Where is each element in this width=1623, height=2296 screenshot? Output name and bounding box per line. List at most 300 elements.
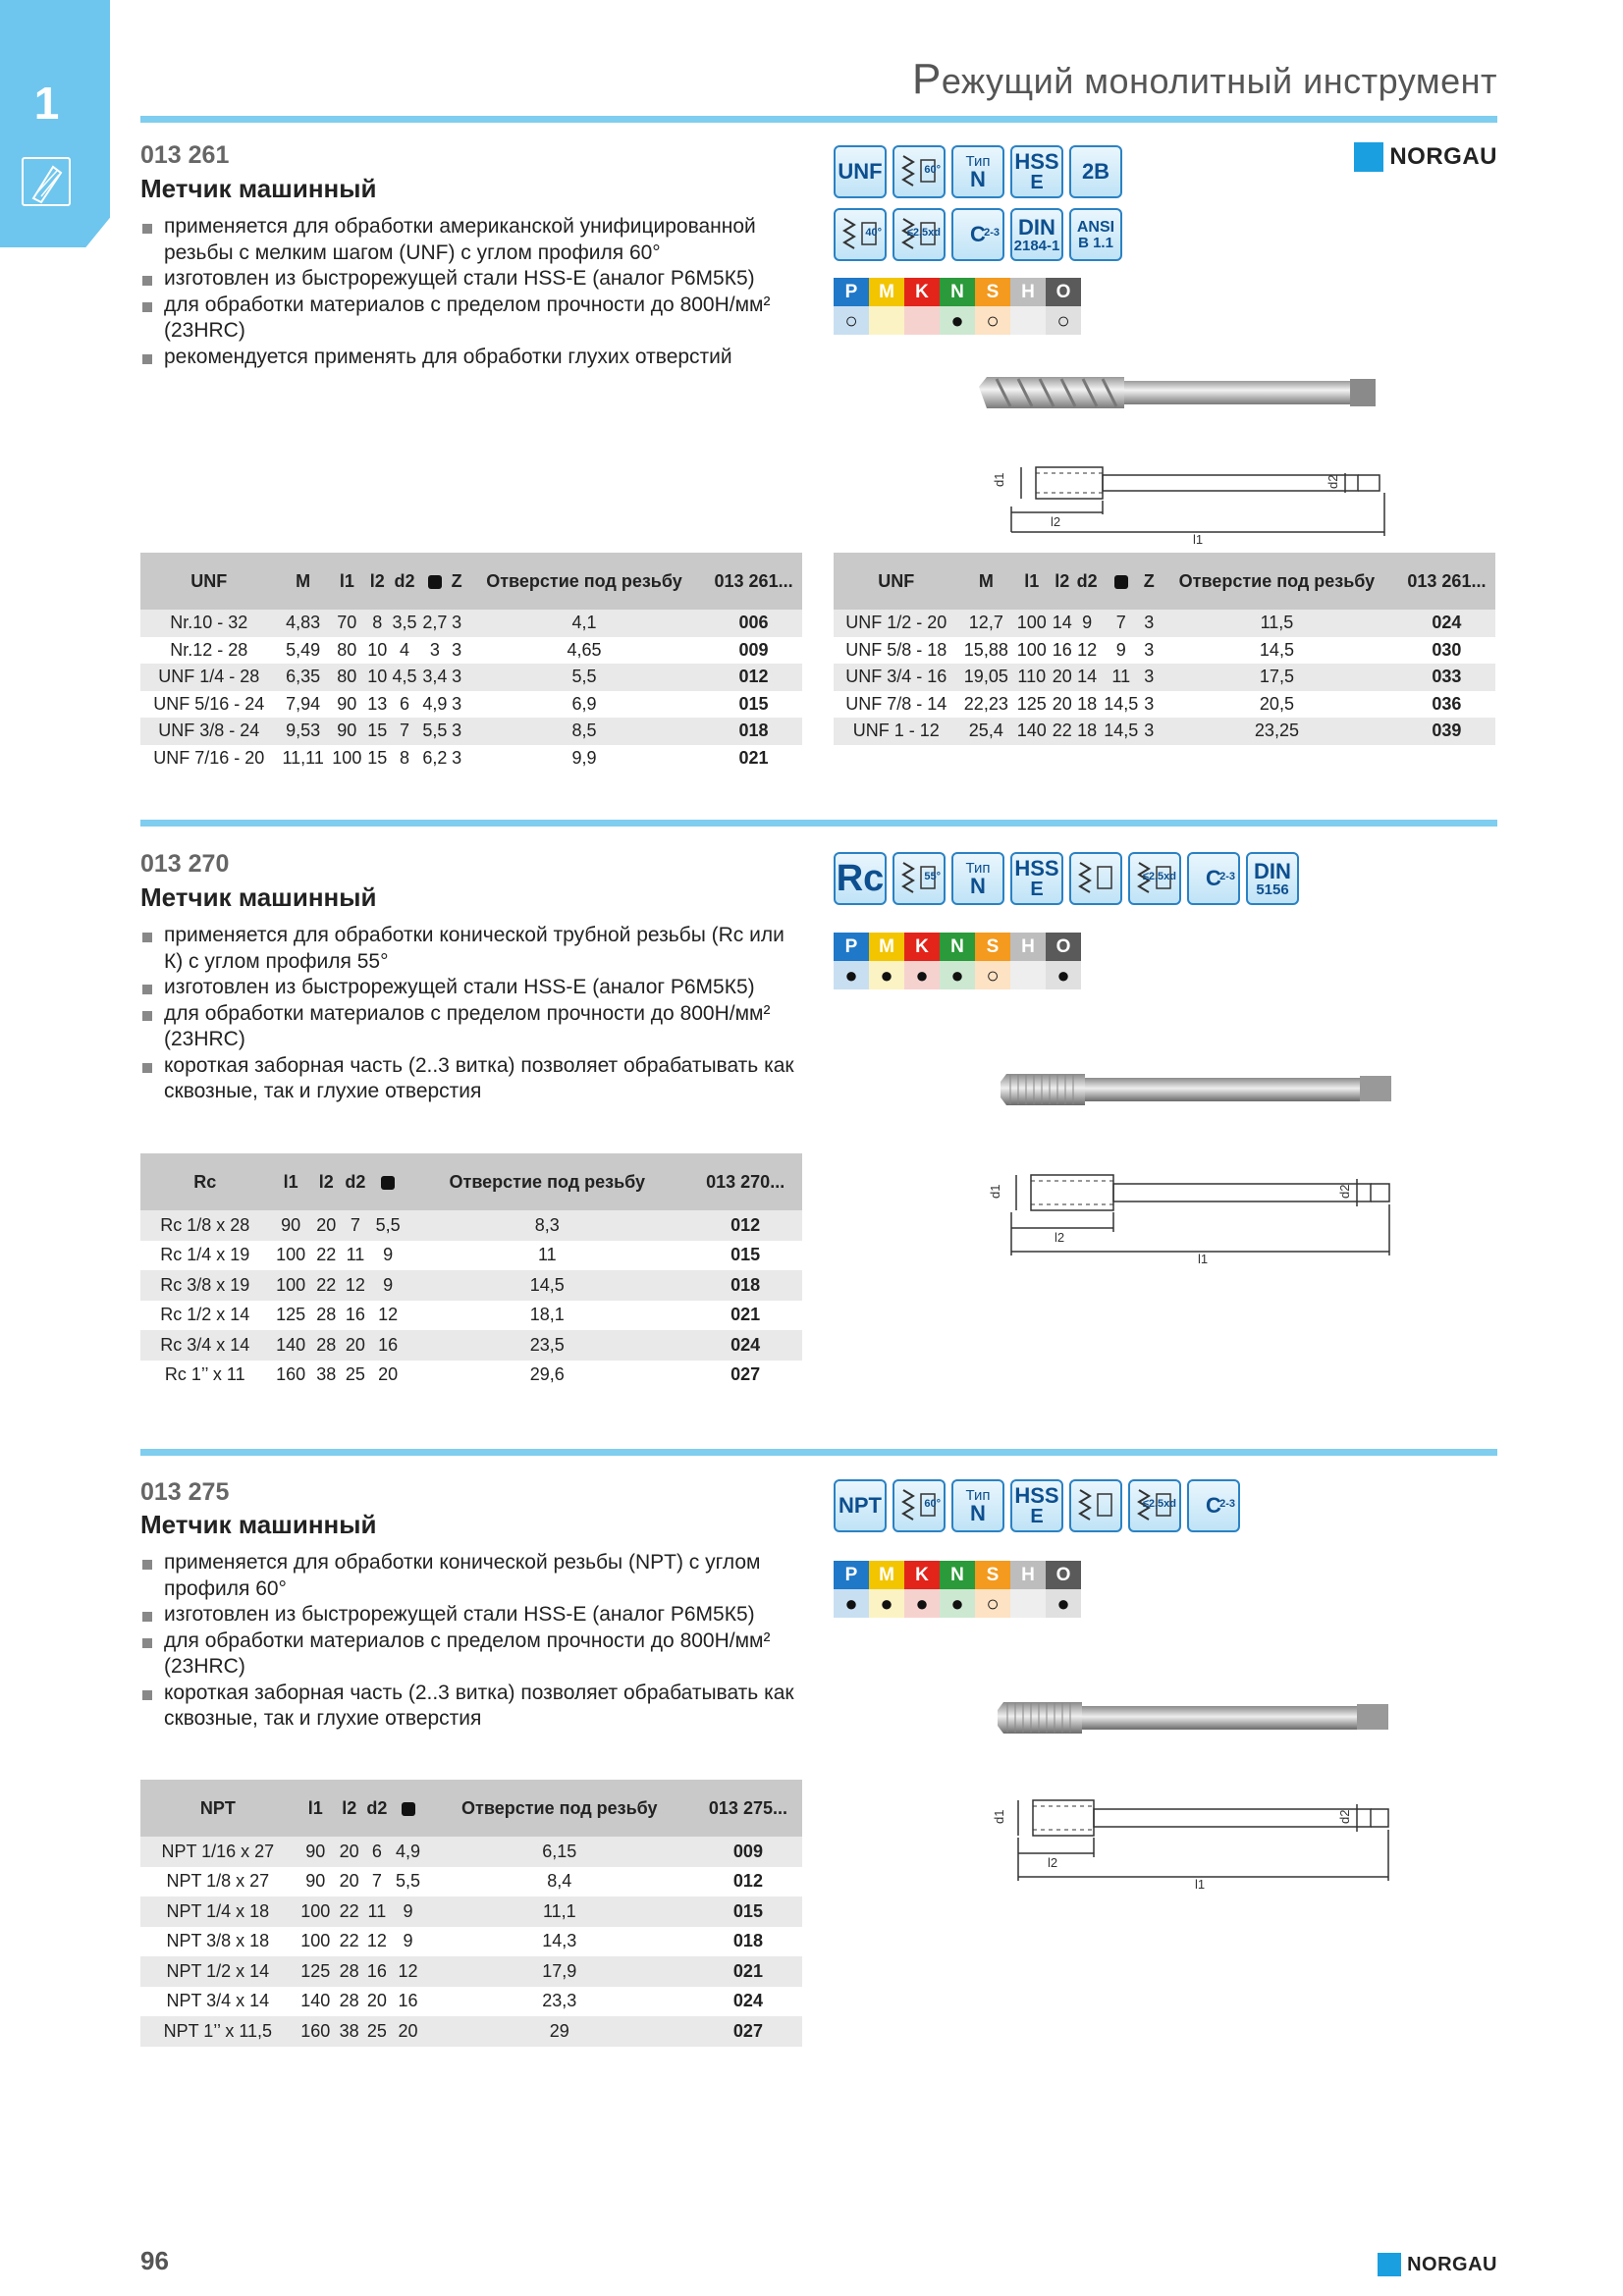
material-p-mark: ● [834,961,869,989]
svg-text:d1: d1 [992,1809,1006,1824]
spiral-40-icon-tag: 40° [865,227,882,239]
table-cell: 15 [367,747,388,768]
table-cell: 4,65 [567,639,602,660]
thread-60-icon [893,145,946,198]
table-row [140,1867,802,1897]
table-cell: 15 [365,718,390,745]
material-k-mark: ● [904,1589,940,1618]
table-cell: 100 [296,1896,336,1927]
table-cell: 17,9 [425,1956,694,1987]
material-o-label: O [1046,1561,1081,1589]
blind-hole-icon-tag: ≤2,5xd [906,227,941,239]
table-header-cell: Отверстие под резьбу [1156,553,1398,610]
table-cell: 4,9 [391,1837,424,1867]
table-header-cell: 013 261... [705,553,802,610]
table-row [834,637,1495,665]
table-cell: Nr.12 - 28 [170,639,248,660]
table-cell: 125 [1016,693,1047,714]
table-cell: 11 [537,1245,557,1265]
thread-60-icon-tag: 60° [924,1498,941,1510]
property-icons [834,145,1122,198]
material-h-label: H [1010,278,1046,306]
table-cell: 012 [705,664,802,691]
section-divider [140,1449,1497,1456]
table-cell: 11 [1100,664,1142,691]
table-cell: 28 [336,1956,363,1987]
table-cell: 9 [1115,639,1126,660]
npt-icon-label: NPT [839,1493,882,1518]
table-cell: 024 [688,1330,802,1361]
table-cell: 3 [1142,664,1156,691]
material-o-mark: ○ [1046,306,1081,335]
table-row [834,691,1495,719]
din-5156-icon [1246,852,1299,905]
through-hole-icon [1069,852,1122,905]
square-shank-icon [381,1176,395,1190]
table-cell: 8 [365,610,390,637]
type-n-icon [951,852,1004,905]
table-cell: 70 [329,610,365,637]
table-cell: 015 [738,693,769,714]
property-icons [834,208,1122,261]
table-cell: 4,83 [278,610,329,637]
table-cell: 009 [694,1837,802,1867]
brand-logo: NORGAU [1354,142,1497,172]
table-cell: 25 [345,1364,365,1385]
table-cell: 4,5 [390,664,420,691]
table-cell: 14 [1050,610,1074,637]
size-table [140,1780,802,2047]
brand-logo: NORGAU [1378,2253,1497,2276]
table-header-cell: UNF [140,553,278,610]
table-cell: 4,9 [422,693,448,714]
table-cell: 018 [688,1270,802,1301]
table-header-cell: Отверстие под резьбу [406,1153,688,1210]
table-cell: Rc 3/4 x 14 [140,1330,269,1361]
drill-icon [22,157,71,206]
material-m-mark: ● [869,1589,904,1618]
table-header-cell [391,1780,424,1837]
table-cell: 22 [336,1896,363,1927]
table-cell: 23,5 [406,1330,688,1361]
table-cell: 5,5 [419,718,450,745]
table-header-cell: l2 [365,553,390,610]
table-cell: 25,4 [958,718,1013,745]
table-cell: 021 [730,1305,761,1325]
spiral-40-icon [834,208,887,261]
material-k-mark [904,306,940,335]
svg-text:l1: l1 [1198,1252,1209,1266]
table-cell: 20 [339,1871,359,1892]
table-cell: 3 [1142,718,1156,745]
table-cell: NPT 3/8 x 18 [166,1931,270,1951]
table-cell: 160 [276,1364,306,1385]
svg-text:d1: d1 [988,1184,1002,1199]
blind-hole-icon-tag: ≤2,5xd [1142,871,1176,882]
table-row [140,1927,802,1957]
table-header-cell: l1 [269,1153,311,1210]
table-cell: 5,49 [286,639,321,660]
table-cell: 8,3 [406,1210,688,1241]
table-header-cell: 013 261... [1398,553,1495,610]
material-n-label: N [940,933,975,961]
table-cell: 030 [1432,639,1462,660]
svg-text:d2: d2 [1337,1809,1352,1824]
material-n-mark: ● [940,961,975,989]
table-cell: 9 [391,1896,424,1927]
din-2184-icon-sub: 2184-1 [1013,237,1060,254]
table-cell: 22 [1050,718,1074,745]
thread-55-icon [893,852,946,905]
svg-text:l1: l1 [1193,532,1204,547]
material-s-label: S [975,278,1010,306]
table-cell: 6,35 [278,664,329,691]
table-cell: 14,5 [1100,718,1142,745]
svg-text:d2: d2 [1325,474,1340,489]
material-group-table [834,278,1081,335]
table-cell: 024 [1398,610,1495,637]
table-cell: 19,05 [958,664,1013,691]
feature-list [140,1550,808,1733]
table-cell: 20 [1052,693,1072,714]
svg-text:d1: d1 [992,472,1006,487]
product-code: 013 261 [140,141,230,169]
material-o-mark: ● [1046,1589,1081,1618]
table-cell: 10 [365,664,390,691]
table-row [140,1956,802,1987]
table-cell: 3,4 [419,664,450,691]
chamfer-c-icon [951,208,1004,261]
table-cell: 018 [705,718,802,745]
table-header-cell: Z [1142,553,1156,610]
table-cell: 20 [378,1364,399,1385]
table-header-cell: d2 [362,1780,391,1837]
table-cell: 7 [371,1871,382,1892]
table-cell: 90 [337,693,357,714]
table-cell: 8,5 [463,718,705,745]
dimension-drawing [988,1153,1404,1266]
table-cell: 18 [1077,693,1098,714]
svg-text:l2: l2 [1051,514,1061,529]
ansi-b11-icon [1069,208,1122,261]
table-cell: 11 [362,1896,391,1927]
feature-item: изготовлен из быстрорежущей стали HSS-E (аналог Р6М5К5) [140,1602,808,1629]
table-cell: 11 [346,1245,365,1265]
chamfer-c-icon [1187,1479,1240,1532]
table-cell: 20 [366,1991,387,2011]
table-cell: 006 [705,610,802,637]
material-s-label: S [975,933,1010,961]
feature-item: для обработки материалов с пределом прочности до 800Н/мм² (23HRC) [140,1001,808,1053]
table-cell: UNF 7/8 - 14 [845,693,947,714]
table-row [140,1361,802,1391]
material-m-label: M [869,933,904,961]
blind-hole-icon [1128,852,1181,905]
table-cell: 90 [296,1837,336,1867]
table-cell: 16 [1052,639,1072,660]
table-cell: 3 [1142,610,1156,637]
material-n-mark: ● [940,1589,975,1618]
svg-text:l1: l1 [1195,1877,1206,1892]
table-cell: 015 [694,1896,802,1927]
material-h-mark [1010,306,1046,335]
size-table [834,553,1495,745]
type-n-icon-top: Тип [965,1486,991,1504]
unf-icon-label: UNF [838,159,883,184]
table-cell: 16 [345,1305,365,1325]
svg-text:l2: l2 [1048,1855,1058,1870]
table-cell: 9 [383,1245,394,1265]
table-cell: 20,5 [1259,693,1294,714]
table-cell: 15,88 [963,639,1008,660]
table-cell: UNF 1/2 - 20 [834,610,958,637]
table-cell: UNF 5/16 - 24 [153,693,265,714]
table-cell: 14,5 [406,1270,688,1301]
table-cell: 29 [425,2016,694,2047]
material-n-label: N [940,278,975,306]
feature-list [140,214,808,370]
feature-item: короткая заборная часть (2..3 витка) позволяет обрабатывать как сквозные, так и глухие отверстия [140,1681,808,1733]
type-n-icon-top: Тип [965,859,991,877]
table-cell: 021 [738,747,769,768]
table-cell: 22 [339,1931,359,1951]
table-cell: 20 [1050,664,1074,691]
table-cell: 12 [366,1931,387,1951]
table-cell: 17,5 [1156,664,1398,691]
hss-e-icon-sub: E [1030,172,1044,193]
table-row [140,745,802,773]
blind-hole-icon [893,208,946,261]
table-cell: 3 [450,664,463,691]
table-cell: 3 [429,639,440,660]
hss-e-icon-sub: E [1030,879,1044,900]
product-title: Метчик машинный [140,882,377,912]
table-cell: NPT 3/4 x 14 [166,1991,270,2011]
table-row [140,637,802,665]
type-n-icon-top: Тип [965,152,991,170]
hss-e-icon-sub: E [1030,1506,1044,1527]
table-cell: 22 [316,1245,337,1265]
table-cell: 23,25 [1156,718,1398,745]
material-p-mark: ○ [834,306,869,335]
table-cell: 3 [452,639,462,660]
table-cell: 28 [339,1991,359,2011]
table-cell: 14,3 [542,1931,577,1951]
type-n-icon [951,1479,1004,1532]
table-cell: 100 [269,1270,311,1301]
table-cell: 5,5 [463,664,705,691]
feature-item: изготовлен из быстрорежущей стали HSS-E (аналог Р6М5К5) [140,266,808,293]
table-cell: 7 [390,718,420,745]
table-cell: UNF 5/8 - 18 [845,639,947,660]
table-header-cell: UNF [834,553,958,610]
table-cell: Rc 1/8 x 28 [140,1210,269,1241]
table-header-cell [370,1153,406,1210]
table-cell: 5,5 [370,1210,406,1241]
page-title: Режущий монолитный инструмент [912,55,1497,103]
table-cell: 100 [1013,610,1050,637]
table-row [140,1896,802,1927]
product-title: Метчик машинный [140,1510,377,1539]
material-h-mark [1010,961,1046,989]
table-cell: 3,5 [390,610,420,637]
table-cell: 100 [300,1931,331,1951]
table-cell: 16 [370,1330,406,1361]
din-2184-icon-label: DIN [1018,214,1055,240]
table-cell: NPT 1’’ x 11,5 [140,2016,296,2047]
table-header-cell: NPT [140,1780,296,1837]
table-cell: 80 [329,664,365,691]
material-k-mark: ● [904,961,940,989]
material-k-label: K [904,1561,940,1589]
table-row [834,610,1495,637]
table-row [140,1241,802,1271]
table-cell: 8 [400,747,410,768]
table-cell: 90 [305,1871,326,1892]
tap-photo [997,1068,1399,1116]
table-cell: 110 [1013,664,1050,691]
table-cell: UNF 3/8 - 24 [140,718,278,745]
unf-icon [834,145,887,198]
table-cell: 16 [398,1991,418,2011]
table-row [140,2016,802,2047]
table-header-cell: Отверстие под резьбу [463,553,705,610]
hss-e-icon [1010,852,1063,905]
table-row [140,1330,802,1361]
table-header-cell: l2 [336,1780,363,1837]
table-cell: 28 [316,1305,337,1325]
chapter-number: 1 [33,78,60,129]
table-header-cell: l2 [1050,553,1074,610]
table-cell: 20 [391,2016,424,2047]
table-cell: 2,7 [419,610,450,637]
feature-item: применяется для обработки американской унифицированной резьбы с мелким шагом (UNF) с углом профиля 60° [140,214,808,266]
hss-e-icon-label: HSS [1014,149,1059,174]
table-cell: Rc 1/4 x 19 [160,1245,250,1265]
feature-item: короткая заборная часть (2..3 витка) позволяет обрабатывать как сквозные, так и глухие отверстия [140,1053,808,1105]
material-h-label: H [1010,933,1046,961]
ansi-b11-icon-label: ANSI [1076,218,1115,236]
table-header-cell: l2 [312,1153,341,1210]
chamfer-c-icon [1187,852,1240,905]
table-cell: 015 [730,1245,761,1265]
material-k-label: K [904,278,940,306]
chamfer-c-icon-tag: 2-3 [984,227,1000,239]
table-cell: 6,2 [422,747,448,768]
material-p-label: P [834,933,869,961]
table-header-cell: d2 [1074,553,1100,610]
table-cell: 14,5 [1259,639,1294,660]
table-cell: 12 [341,1270,370,1301]
blind-hole-icon-tag: ≤2,5xd [1142,1498,1176,1510]
table-cell: 125 [276,1305,306,1325]
table-cell: 021 [694,1956,802,1987]
table-header-cell: Rc [140,1153,269,1210]
table-cell: 18,1 [529,1305,565,1325]
table-cell: 012 [732,1871,763,1892]
chamfer-c-icon-label: C [1206,866,1221,890]
material-s-mark: ○ [975,306,1010,335]
feature-item: для обработки материалов с пределом прочности до 800Н/мм² (23HRC) [140,293,808,345]
feature-item: для обработки материалов с пределом прочности до 800Н/мм² (23HRC) [140,1629,808,1681]
table-cell: 160 [296,2016,336,2047]
table-cell: Nr.10 - 32 [140,610,278,637]
table-cell: 100 [276,1245,306,1265]
product-code: 013 275 [140,1478,230,1506]
size-table [140,553,802,772]
table-cell: 18 [1074,718,1100,745]
material-n-mark: ● [940,306,975,335]
chamfer-c-icon-tag: 2-3 [1219,1498,1235,1510]
table-cell: Rc 1/2 x 14 [160,1305,250,1325]
table-cell: 033 [1398,664,1495,691]
table-cell: 6 [362,1837,391,1867]
table-cell: 12,7 [958,610,1013,637]
dimension-drawing [992,454,1404,547]
table-cell: 9,9 [571,747,597,768]
table-cell: 9 [370,1270,406,1301]
table-cell: 5,5 [396,1871,421,1892]
table-cell: 80 [337,639,357,660]
table-cell: 027 [730,1364,761,1385]
table-cell: UNF 3/4 - 16 [834,664,958,691]
table-cell: 90 [269,1210,311,1241]
product-code: 013 270 [140,850,230,878]
table-cell: 027 [694,2016,802,2047]
material-n-label: N [940,1561,975,1589]
table-cell: 38 [316,1364,337,1385]
table-header-cell: 013 270... [688,1153,802,1210]
material-o-mark: ● [1046,961,1081,989]
table-cell: 3 [450,610,463,637]
material-m-label: M [869,278,904,306]
table-cell: 7,94 [286,693,321,714]
table-cell: 8,4 [547,1871,572,1892]
table-cell: 16 [362,1956,391,1987]
table-cell: 7 [341,1210,370,1241]
table-cell: 90 [329,718,365,745]
product-title: Метчик машинный [140,174,377,203]
table-cell: 6 [400,693,410,714]
table-cell: 024 [732,1991,763,2011]
table-cell: 009 [738,639,769,660]
type-n-icon-label: N [970,1500,986,1525]
hss-e-icon-label: HSS [1014,856,1059,881]
section-divider [140,820,1497,827]
svg-text:l2: l2 [1055,1230,1065,1245]
type-n-icon-label: N [970,166,986,191]
table-cell: 7 [1100,610,1142,637]
material-h-label: H [1010,1561,1046,1589]
page-number: 96 [140,2246,169,2275]
table-cell: 100 [332,747,362,768]
thread-55-icon-tag: 55° [924,871,941,882]
table-cell: 12 [1077,639,1098,660]
din-2184-icon [1010,208,1063,261]
table-cell: 6,9 [571,693,597,714]
table-cell: 3 [450,718,463,745]
table-cell: 9,53 [278,718,329,745]
table-cell: 14 [1074,664,1100,691]
table-cell: 125 [296,1956,336,1987]
table-cell: 12 [391,1956,424,1987]
material-o-label: O [1046,278,1081,306]
table-cell: 29,6 [529,1364,565,1385]
feature-item: рекомендуется применять для обработки глухих отверстий [140,345,808,371]
size-table [140,1153,802,1390]
table-row [140,610,802,637]
table-cell: 4,1 [463,610,705,637]
